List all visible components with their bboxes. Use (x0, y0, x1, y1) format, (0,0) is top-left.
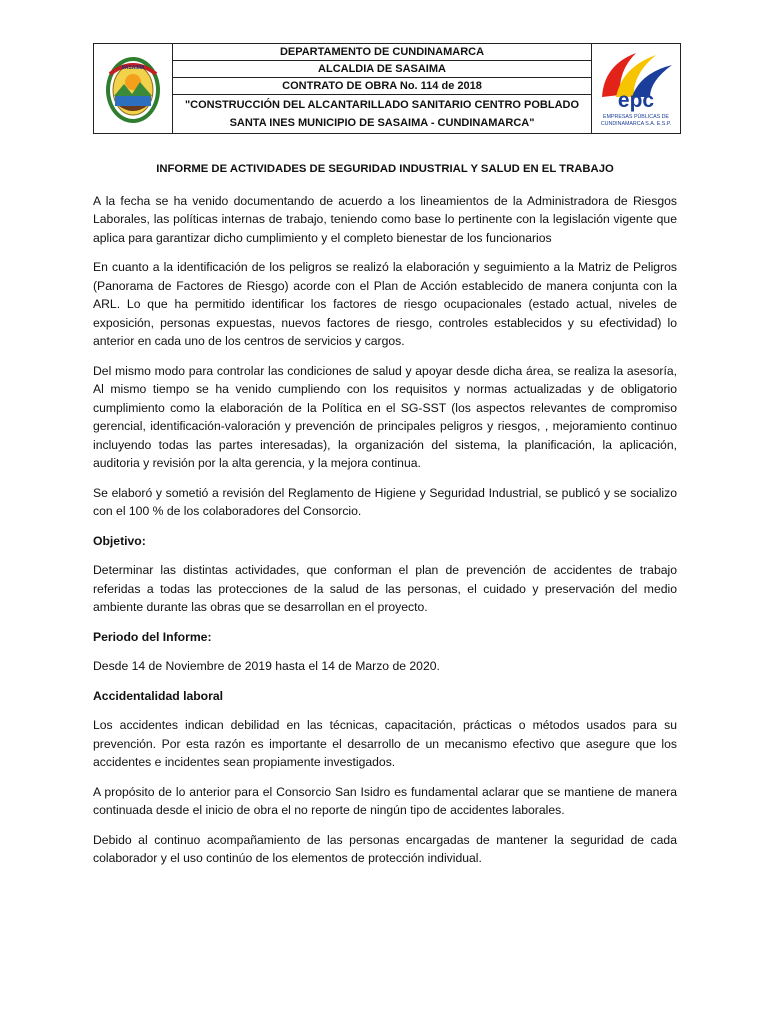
header-municipality: ALCALDIA DE SASAIMA (173, 61, 591, 78)
epc-subtitle-line2: CUNDINAMARCA S.A. E.S.P. (600, 120, 672, 127)
header-department: DEPARTAMENTO DE CUNDINAMARCA (173, 44, 591, 61)
coat-of-arms-icon (102, 52, 164, 126)
accident-paragraph-3: Debido al continuo acompañamiento de las personas encargadas de mantener la seguridad de cada colaborador y el uso continúo de los elementos de protección individual. (93, 832, 677, 865)
accident-heading: Accidentalidad laboral (93, 688, 224, 703)
coat-of-arms-label: SASAIMA (121, 64, 145, 71)
paragraph-hygiene-regulation: Se elaboró y sometió a revisión del Reglamento de Higiene y Seguridad Industrial, se publicó y se socializo con el 100 % de los colaboradores del Consorcio. (93, 485, 677, 518)
paragraph-arl-documentation: A la fecha se ha venido documentando de acuerdo a los lineamientos de la Administradora de Riesgos Laborales, las políticas internas de trabajo, teniendo como base lo pertinente con la legislación vigente que aplica para garantizar dicho cumplimiento y el completo bienestar de los funcionarios (93, 193, 677, 245)
accident-paragraph-2: A propósito de lo anterior para el Consorcio San Isidro es fundamental aclarar que se mantiene de manera continuada desde el inicio de obra el no reporte de ningún tipo de accidentes laborales. (93, 784, 677, 817)
accident-paragraph-1: Los accidentes indican debilidad en las técnicas, capacitación, prácticas o métodos usados para su prevención. Por esta razón es importante el desarrollo de un mecanismo efectivo que asegure que los accidentes e incidentes sean propiamente investigados. (93, 718, 677, 769)
objective-heading: Objetivo: (93, 533, 146, 548)
epc-subtitle-line1: EMPRESAS PÚBLICAS DE (603, 113, 669, 120)
paragraph-health-conditions: Del mismo modo para controlar las condiciones de salud y apoyar desde dicha área, se realiza la asesoría, Al mismo tiempo se ha venido cumpliendo con los requisitos y normas actualizadas y de obligatorio cumplimiento como la elaboración de la Política en el SG-SST (los aspectos relevantes de compromiso gerencial, identificación-valoración y prevención de principales peligros y riesgos, , mejoramiento continuo incluyendo todas las partes interesadas), la organización del sistema, la planificación, la aplicación, auditoria y revisión por la alta gerencia, y la mejora continua. (93, 363, 677, 470)
paragraph-hazard-identification: En cuanto a la identificación de los peligros se realizó la elaboración y seguimiento a la Matriz de Peligros (Panorama de Factores de Riesgo) acorde con el Plan de Acción establecido de manera conjunta con la ARL. Lo que ha permitido identificar los factores de riesgo ocupacionales (estado actual, niveles de exposición, personas expuestas, nuevos factores de riesgo, controles establecidos y su efectividad) lo anterior en cada uno de los centros de servicios y cargos. (93, 260, 677, 348)
header-project-line2: SANTA INES MUNICIPIO DE SASAIMA - CUNDINAMARCA" (229, 117, 535, 129)
epc-abbr: epc (617, 88, 655, 112)
header-project-line1: "CONSTRUCCIÓN DEL ALCANTARILLADO SANITARIO CENTRO POBLADO (184, 99, 580, 111)
epc-logo (591, 44, 680, 133)
report-body (93, 160, 677, 879)
period-text: Desde 14 de Noviembre de 2019 hasta el 14 de Marzo de 2020. (93, 659, 440, 673)
sasaima-coat-of-arms (94, 44, 173, 133)
header-titles (173, 44, 591, 133)
header-contract: CONTRATO DE OBRA No. 114 de 2018 (173, 78, 591, 95)
objective-text: Determinar las distintas actividades, que conforman el plan de prevención de accidentes de trabajo referidas a todas las protecciones de la salud de las personas, el cuidado y preservación del medio ambiente durante las obras que se desarrollan en el proyecto. (93, 563, 677, 614)
header-project-name (173, 95, 591, 133)
report-title: INFORME DE ACTIVIDADES DE SEGURIDAD INDUSTRIAL Y SALUD EN EL TRABAJO (156, 163, 614, 175)
epc-logo-icon (596, 47, 676, 131)
period-heading: Periodo del Informe: (93, 629, 212, 644)
document-header (93, 43, 681, 134)
